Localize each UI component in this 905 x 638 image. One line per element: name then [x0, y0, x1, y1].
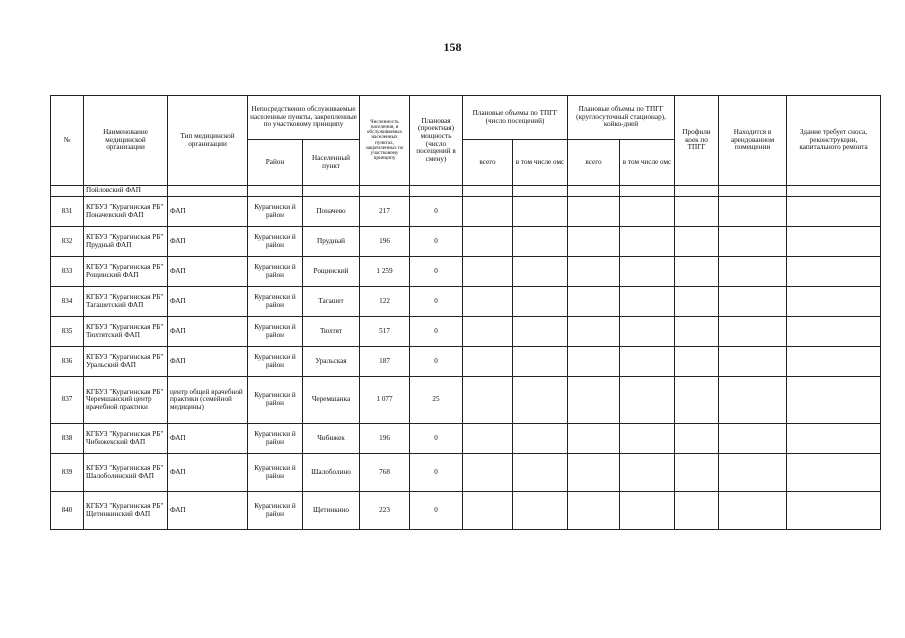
empty-cell — [620, 454, 675, 492]
empty-cell — [463, 257, 513, 287]
row-num: 836 — [51, 347, 84, 377]
empty-cell — [787, 424, 881, 454]
row-num: 835 — [51, 317, 84, 347]
row-org-name: КГБУЗ "Курагинская РБ" Рощинский ФАП — [84, 257, 168, 287]
header-num: № — [51, 96, 84, 186]
row-population: 1 077 — [360, 377, 410, 424]
row-settlement: Поначево — [303, 197, 360, 227]
empty-cell — [787, 227, 881, 257]
empty-cell — [787, 347, 881, 377]
header-org-name: Наименование медицинской организации — [84, 96, 168, 186]
empty-cell — [568, 424, 620, 454]
row-org-type: ФАП — [168, 347, 248, 377]
header-served-points: Непосредственно обслуживаемые населенные пункты, закрепленные по участковому принципу — [248, 96, 360, 140]
empty-cell — [513, 257, 568, 287]
empty-cell — [568, 317, 620, 347]
row-district: Курагински й район — [248, 377, 303, 424]
row-capacity: 0 — [410, 197, 463, 227]
row-settlement: Щетинкино — [303, 492, 360, 530]
row-capacity: 0 — [410, 492, 463, 530]
empty-cell — [463, 287, 513, 317]
row-capacity: 0 — [410, 257, 463, 287]
header-visits-oms: в том числе омс — [513, 140, 568, 186]
empty-cell — [463, 424, 513, 454]
header-population: Численность населения, в обслуживаемых населенных пунктах, закрепленных по участковому принципу — [360, 96, 410, 186]
header-capacity: Плановая (проектная) мощность (число посещений в смену) — [410, 96, 463, 186]
empty-cell — [675, 227, 719, 257]
table-row — [51, 227, 881, 257]
row-num: 831 — [51, 197, 84, 227]
empty-cell — [568, 197, 620, 227]
empty-cell — [620, 227, 675, 257]
row-population: 196 — [360, 227, 410, 257]
row-district: Курагински й район — [248, 347, 303, 377]
empty-cell — [719, 287, 787, 317]
empty-cell — [719, 227, 787, 257]
empty-cell — [568, 377, 620, 424]
empty-cell — [568, 454, 620, 492]
empty-cell — [719, 347, 787, 377]
empty-cell — [513, 377, 568, 424]
table-row — [51, 454, 881, 492]
empty-cell — [620, 424, 675, 454]
table-row — [51, 287, 881, 317]
table-row — [51, 492, 881, 530]
row-org-type: ФАП — [168, 424, 248, 454]
empty-cell — [620, 377, 675, 424]
table-row — [51, 197, 881, 227]
row-num: 837 — [51, 377, 84, 424]
row-org-type: ФАП — [168, 257, 248, 287]
row-num: 834 — [51, 287, 84, 317]
row-num: 840 — [51, 492, 84, 530]
empty-cell — [620, 347, 675, 377]
empty-cell — [787, 287, 881, 317]
empty-cell — [719, 492, 787, 530]
header-rented: Находится в арендованном помещении — [719, 96, 787, 186]
empty-cell — [513, 287, 568, 317]
row-district: Курагински й район — [248, 257, 303, 287]
empty-cell — [675, 347, 719, 377]
row-settlement: Тюхтят — [303, 317, 360, 347]
row-org-name: КГБУЗ "Курагинская РБ" Чибижекский ФАП — [84, 424, 168, 454]
row-capacity: 0 — [410, 227, 463, 257]
empty-cell — [620, 197, 675, 227]
row-org-name: КГБУЗ "Курагинская РБ" Щетинкинский ФАП — [84, 492, 168, 530]
row-num: 839 — [51, 454, 84, 492]
row-population: 517 — [360, 317, 410, 347]
empty-cell — [513, 317, 568, 347]
empty-cell — [463, 317, 513, 347]
empty-cell — [463, 377, 513, 424]
empty-cell — [620, 287, 675, 317]
empty-cell — [463, 347, 513, 377]
empty-cell — [675, 492, 719, 530]
table-row — [51, 347, 881, 377]
empty-cell — [513, 227, 568, 257]
row-capacity: 0 — [410, 287, 463, 317]
row-population: 217 — [360, 197, 410, 227]
row-population: 1 259 — [360, 257, 410, 287]
header-inpatient-oms: в том числе омс — [620, 140, 675, 186]
row-population: 196 — [360, 424, 410, 454]
empty-cell — [675, 287, 719, 317]
row-population: 768 — [360, 454, 410, 492]
empty-cell — [719, 257, 787, 287]
empty-cell — [620, 317, 675, 347]
row-org-type: центр общей врачебной практики (семейной медицины) — [168, 377, 248, 424]
empty-cell — [787, 492, 881, 530]
empty-cell — [463, 227, 513, 257]
row-num: 833 — [51, 257, 84, 287]
empty-cell — [620, 492, 675, 530]
row-org-name: КГБУЗ "Курагинская РБ" Черемшанский центр врачебной практики — [84, 377, 168, 424]
empty-cell — [675, 454, 719, 492]
row-org-type: ФАП — [168, 454, 248, 492]
empty-cell — [787, 377, 881, 424]
empty-cell — [675, 257, 719, 287]
header-visits-total: всего — [463, 140, 513, 186]
table-row — [51, 257, 881, 287]
row-org-type: ФАП — [168, 227, 248, 257]
empty-cell — [463, 197, 513, 227]
row-org-name: КГБУЗ "Курагинская РБ" Тагашетский ФАП — [84, 287, 168, 317]
empty-cell — [513, 197, 568, 227]
row-org-name: КГБУЗ "Курагинская РБ" Поначевский ФАП — [84, 197, 168, 227]
empty-cell — [675, 424, 719, 454]
row-settlement: Тагашет — [303, 287, 360, 317]
empty-cell — [568, 492, 620, 530]
row-org-name: КГБУЗ "Курагинская РБ" Уральский ФАП — [84, 347, 168, 377]
row-settlement: Чибижек — [303, 424, 360, 454]
row-num: 838 — [51, 424, 84, 454]
header-settlement: Населенный пункт — [303, 140, 360, 186]
group-label: Пойловский ФАП — [84, 186, 168, 197]
empty-cell — [787, 257, 881, 287]
table-row — [51, 317, 881, 347]
row-org-type: ФАП — [168, 287, 248, 317]
page-number: 158 — [443, 40, 462, 54]
empty-cell — [675, 377, 719, 424]
empty-cell — [568, 287, 620, 317]
row-org-type: ФАП — [168, 197, 248, 227]
row-org-type: ФАП — [168, 317, 248, 347]
header-org-type: Тип медицинской организации — [168, 96, 248, 186]
row-org-name: КГБУЗ "Курагинская РБ" Тюхтятский ФАП — [84, 317, 168, 347]
row-settlement: Уральская — [303, 347, 360, 377]
row-district: Курагински й район — [248, 197, 303, 227]
row-district: Курагински й район — [248, 454, 303, 492]
row-population: 122 — [360, 287, 410, 317]
header-district: Район — [248, 140, 303, 186]
row-population: 187 — [360, 347, 410, 377]
header-inpatient-total: всего — [568, 140, 620, 186]
empty-cell — [719, 424, 787, 454]
empty-cell — [787, 454, 881, 492]
empty-cell — [513, 492, 568, 530]
row-capacity: 0 — [410, 347, 463, 377]
empty-cell — [463, 454, 513, 492]
empty-cell — [513, 424, 568, 454]
row-settlement: Черемшанка — [303, 377, 360, 424]
table-row — [51, 424, 881, 454]
row-org-name: КГБУЗ "Курагинская РБ" Прудный ФАП — [84, 227, 168, 257]
empty-cell — [513, 347, 568, 377]
empty-cell — [719, 454, 787, 492]
row-capacity: 0 — [410, 424, 463, 454]
table-row — [51, 377, 881, 424]
group-row — [51, 186, 881, 197]
row-org-type: ФАП — [168, 492, 248, 530]
row-district: Курагински й район — [248, 424, 303, 454]
row-capacity: 25 — [410, 377, 463, 424]
empty-cell — [787, 317, 881, 347]
header-tpgg-visits: Плановые объемы по ТПГГ (число посещений) — [463, 96, 568, 140]
empty-cell — [568, 257, 620, 287]
row-capacity: 0 — [410, 454, 463, 492]
row-population: 223 — [360, 492, 410, 530]
empty-cell — [568, 227, 620, 257]
header-tpgg-inpatient: Плановые объемы по ТПГГ (круглосуточный стационар), койко-дней — [568, 96, 675, 140]
empty-cell — [719, 377, 787, 424]
empty-cell — [787, 197, 881, 227]
row-settlement: Рощинский — [303, 257, 360, 287]
header-bed-profiles: Профили коек по ТПГГ — [675, 96, 719, 186]
row-district: Курагински й район — [248, 227, 303, 257]
row-org-name: КГБУЗ "Курагинская РБ" Шалоболинский ФАП — [84, 454, 168, 492]
empty-cell — [675, 317, 719, 347]
empty-cell — [463, 492, 513, 530]
row-num: 832 — [51, 227, 84, 257]
empty-cell — [719, 197, 787, 227]
row-settlement: Шалоболино — [303, 454, 360, 492]
row-district: Курагински й район — [248, 287, 303, 317]
facilities-table — [50, 95, 881, 530]
row-district: Курагински й район — [248, 492, 303, 530]
row-settlement: Прудный — [303, 227, 360, 257]
row-capacity: 0 — [410, 317, 463, 347]
row-district: Курагински й район — [248, 317, 303, 347]
empty-cell — [719, 317, 787, 347]
header-building: Здание требует сноса, реконструкции, капитального ремонта — [787, 96, 881, 186]
empty-cell — [513, 454, 568, 492]
empty-cell — [675, 197, 719, 227]
empty-cell — [568, 347, 620, 377]
empty-cell — [620, 257, 675, 287]
